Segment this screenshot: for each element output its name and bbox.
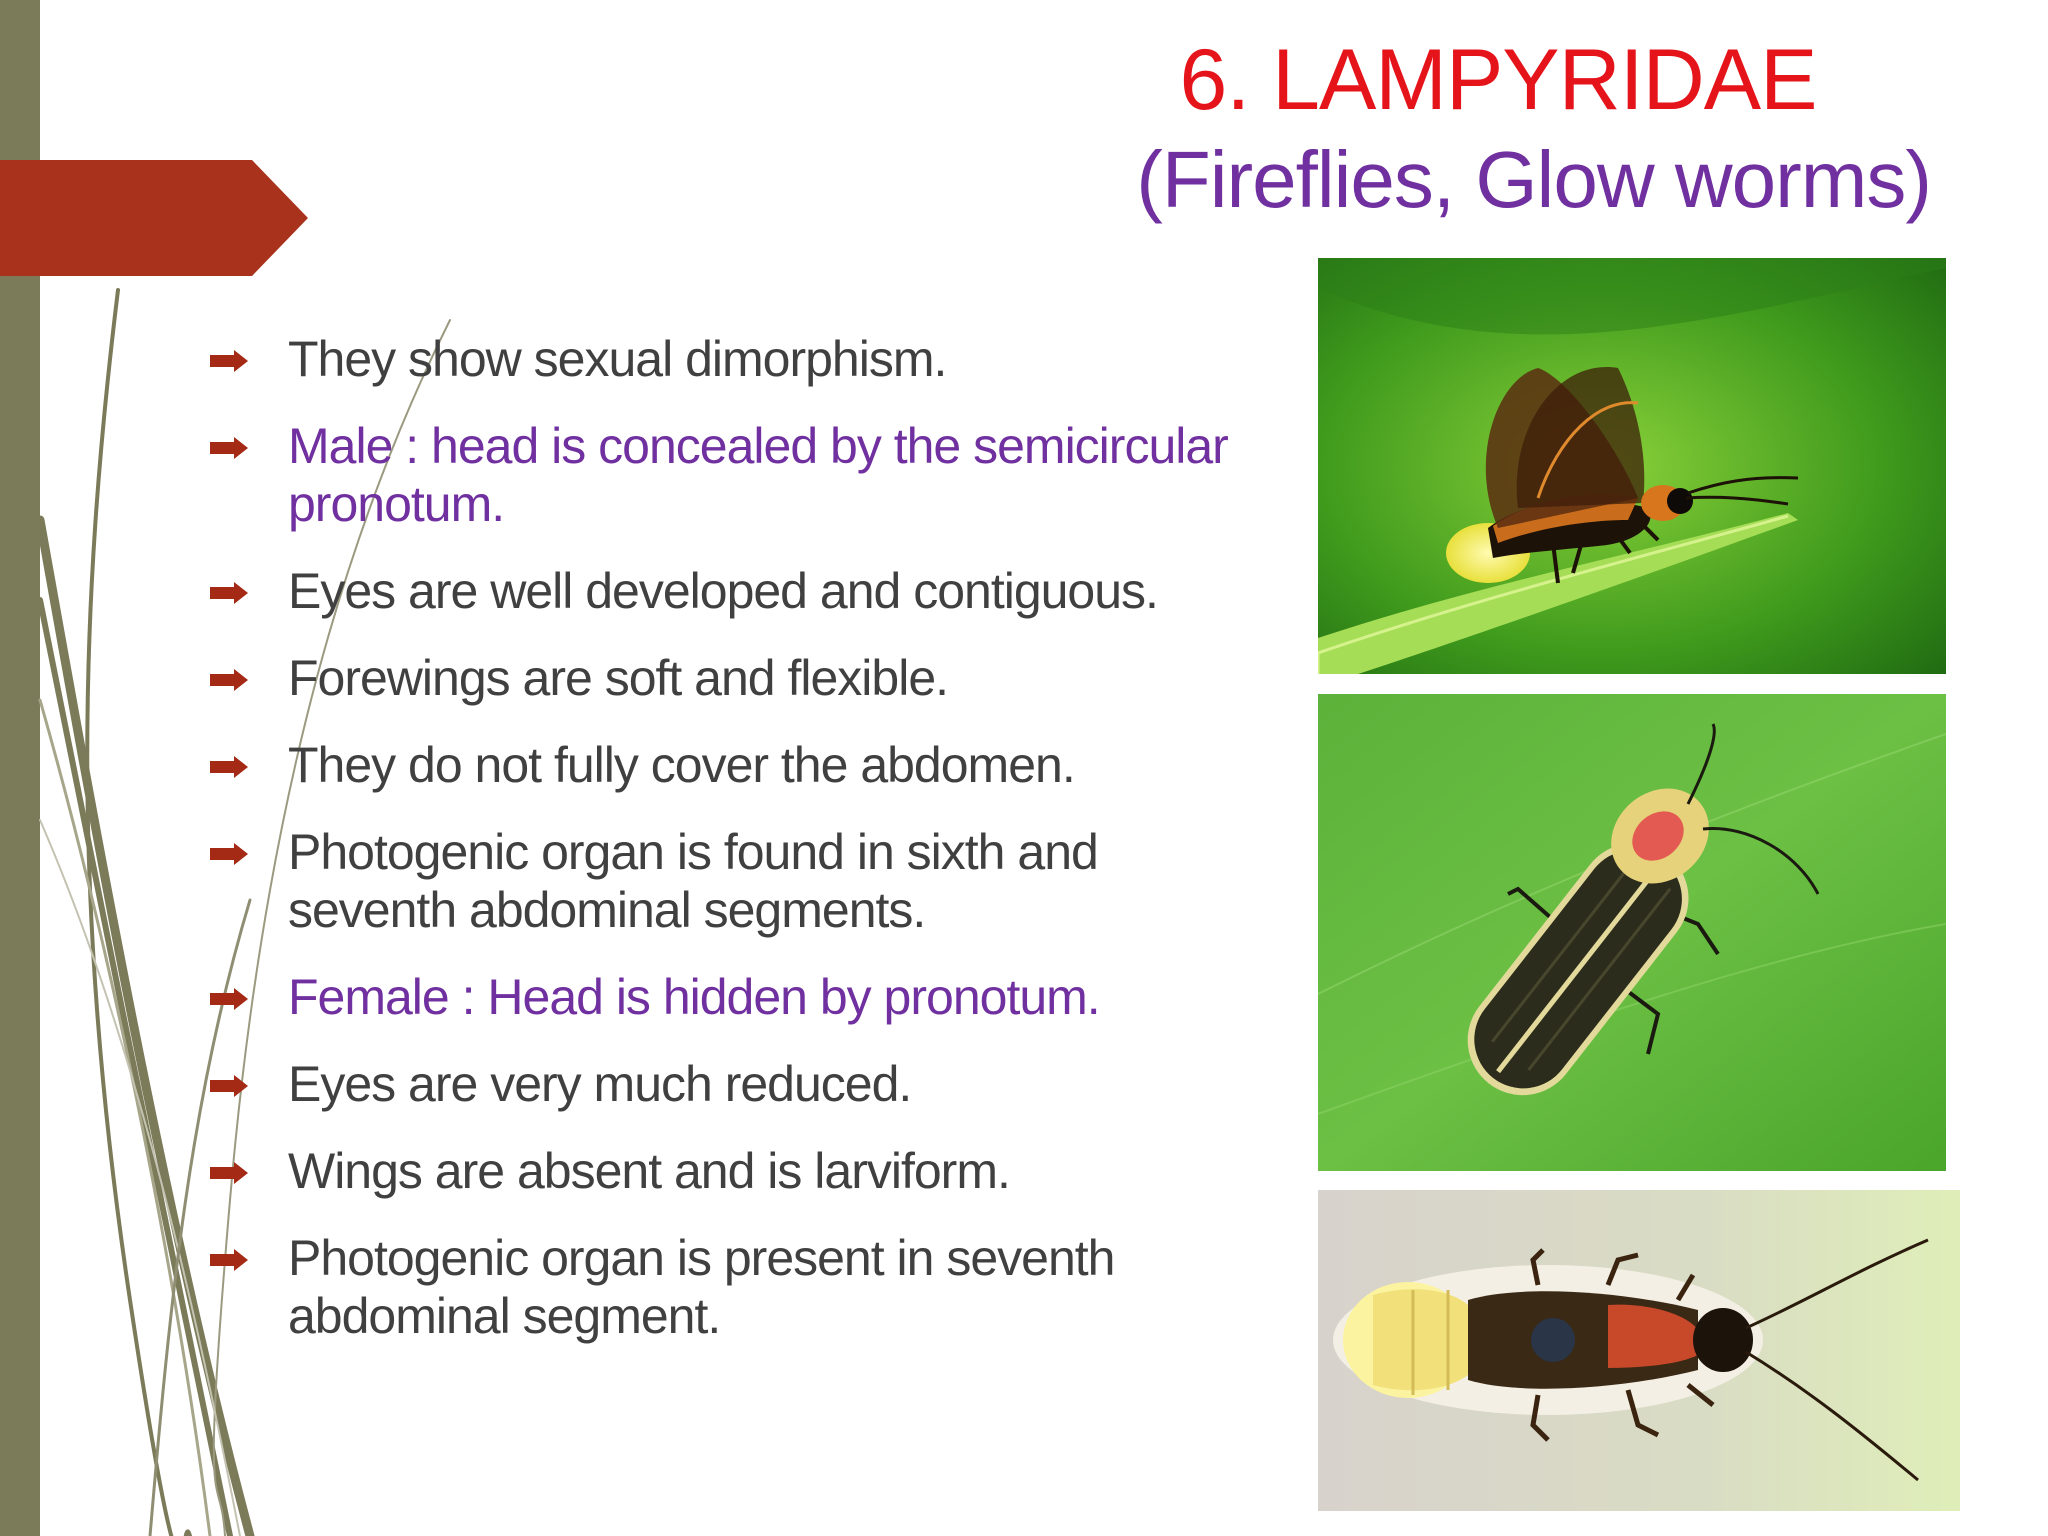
arrow-bullet-icon: [210, 437, 248, 459]
bullet-item: [210, 823, 1270, 939]
bullet-text: They show sexual dimorphism.: [288, 331, 947, 387]
arrow-bullet-icon: [210, 756, 248, 778]
arrow-bullet-icon: [210, 582, 248, 604]
slide-title: 6. LAMPYRIDAE: [1179, 32, 1817, 128]
firefly-ventral-view-photo: [1318, 1190, 1960, 1511]
bullet-text: Forewings are soft and flexible.: [288, 650, 949, 706]
bullet-item: [210, 1055, 1270, 1113]
arrow-bullet-icon: [210, 350, 248, 372]
bullet-item: [210, 1229, 1270, 1345]
bullet-item: [210, 330, 1270, 388]
bullet-item: [210, 417, 1270, 533]
bullet-text: Wings are absent and is larviform.: [288, 1143, 1010, 1199]
bullet-item: [210, 1142, 1270, 1200]
bullet-text: They do not fully cover the abdomen.: [288, 737, 1075, 793]
bullet-item: [210, 562, 1270, 620]
section-arrow-tab: [0, 160, 310, 276]
bullet-text: Eyes are well developed and contiguous.: [288, 563, 1158, 619]
bullet-item: [210, 736, 1270, 794]
arrow-bullet-icon: [210, 843, 248, 865]
arrow-bullet-icon: [210, 988, 248, 1010]
bullet-text: Eyes are very much reduced.: [288, 1056, 912, 1112]
bullet-list: [210, 330, 1270, 1345]
arrow-bullet-icon: [210, 1249, 248, 1271]
bullet-text: Photogenic organ is found in sixth and seventh abdominal segments.: [288, 824, 1098, 938]
firefly-on-leaf-photo: [1318, 258, 1946, 674]
firefly-top-view-photo: [1318, 694, 1946, 1171]
arrow-bullet-icon: [210, 1075, 248, 1097]
bullet-item: [210, 968, 1270, 1026]
slide-subtitle: (Fireflies, Glow worms): [1136, 135, 1931, 224]
arrow-bullet-icon: [210, 1162, 248, 1184]
bullet-text: Female : Head is hidden by pronotum.: [288, 969, 1100, 1025]
bullet-text: Photogenic organ is present in seventh abdominal segment.: [288, 1230, 1115, 1344]
bullet-text: Male : head is concealed by the semicircular pronotum.: [288, 418, 1228, 532]
arrow-bullet-icon: [210, 669, 248, 691]
bullet-item: [210, 649, 1270, 707]
